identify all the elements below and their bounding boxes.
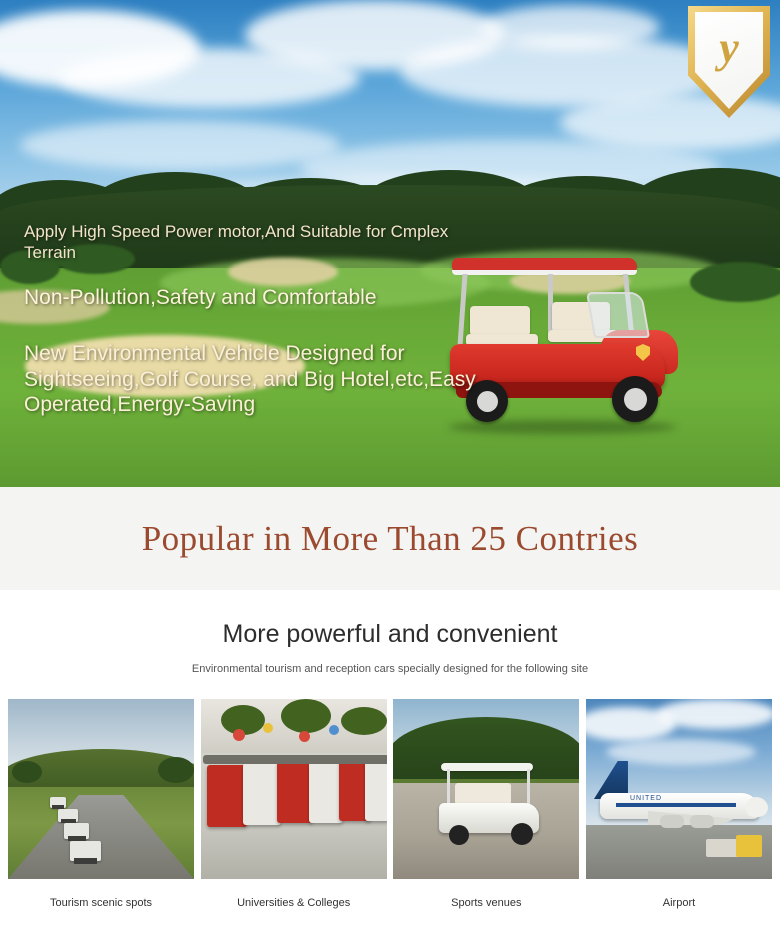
photo-cart-shade — [74, 858, 97, 864]
airplane-engine — [690, 815, 714, 828]
features-section — [0, 590, 780, 909]
hero-line-3: New Environmental Vehicle Designed for Sightseeing,Golf Course, and Big Hotel,etc,Easy Operated,Energy-Saving — [24, 342, 476, 417]
card-label: Universities & Colleges — [237, 897, 351, 909]
hero-copy — [24, 222, 494, 418]
ground-vehicle — [736, 835, 762, 857]
photo-cloud — [606, 739, 756, 765]
usage-card[interactable] — [586, 699, 772, 909]
cloud-shape — [60, 48, 360, 108]
card-label: Tourism scenic spots — [49, 897, 153, 909]
photo-cart-roofs — [203, 755, 387, 764]
brand-shield-logo — [688, 6, 770, 118]
photo-cart-post — [527, 769, 530, 807]
photo-tree — [12, 761, 42, 783]
photo-lantern — [329, 725, 339, 735]
airplane-engine — [660, 815, 684, 828]
photo-lantern — [233, 729, 245, 741]
cart-shadow — [448, 420, 676, 434]
airplane-stripe — [616, 803, 736, 807]
photo-foliage — [281, 699, 331, 733]
photo-tree — [158, 757, 194, 783]
photo-lantern — [263, 723, 273, 733]
photo-cart — [207, 765, 247, 827]
photo-lantern — [299, 731, 310, 742]
cloud-shape — [20, 120, 340, 170]
photo-cart-seat — [455, 783, 511, 805]
usage-card[interactable] — [393, 699, 579, 909]
popular-banner — [0, 487, 780, 590]
card-image-tourism — [8, 699, 194, 879]
card-image-universities — [201, 699, 387, 879]
cart-wheel — [612, 376, 658, 422]
shield-letter: y — [719, 23, 739, 72]
photo-cart — [277, 761, 313, 823]
photo-trees — [393, 717, 579, 787]
cart-windshield — [586, 292, 650, 338]
shrub — [690, 262, 780, 302]
card-label: Sports venues — [451, 897, 522, 909]
hero-line-1: Apply High Speed Power motor,And Suitable for Cmplex Terrain — [24, 222, 449, 262]
usage-card[interactable] — [201, 699, 387, 909]
hero-line-2: Non-Pollution,Safety and Comfortable — [24, 286, 377, 310]
photo-cart — [365, 759, 387, 821]
airplane-nose — [746, 797, 768, 817]
photo-cart — [309, 761, 343, 823]
photo-ground — [201, 827, 387, 879]
card-image-sports — [393, 699, 579, 879]
usage-card[interactable] — [8, 699, 194, 909]
card-label: Airport — [662, 897, 696, 909]
section-subtitle: Environmental tourism and reception cars specially designed for the following site — [191, 663, 589, 675]
photo-foliage — [341, 707, 387, 735]
card-image-airport — [586, 699, 772, 879]
popular-title: Popular in More Than 25 Contries — [141, 518, 639, 558]
photo-cloud — [656, 699, 772, 729]
section-title: More powerful and convenient — [222, 620, 558, 648]
usage-card-list — [0, 699, 780, 909]
photo-cart-roof — [441, 763, 533, 771]
airplane-livery-text: UNITED — [629, 795, 663, 802]
photo-cart — [243, 763, 281, 825]
